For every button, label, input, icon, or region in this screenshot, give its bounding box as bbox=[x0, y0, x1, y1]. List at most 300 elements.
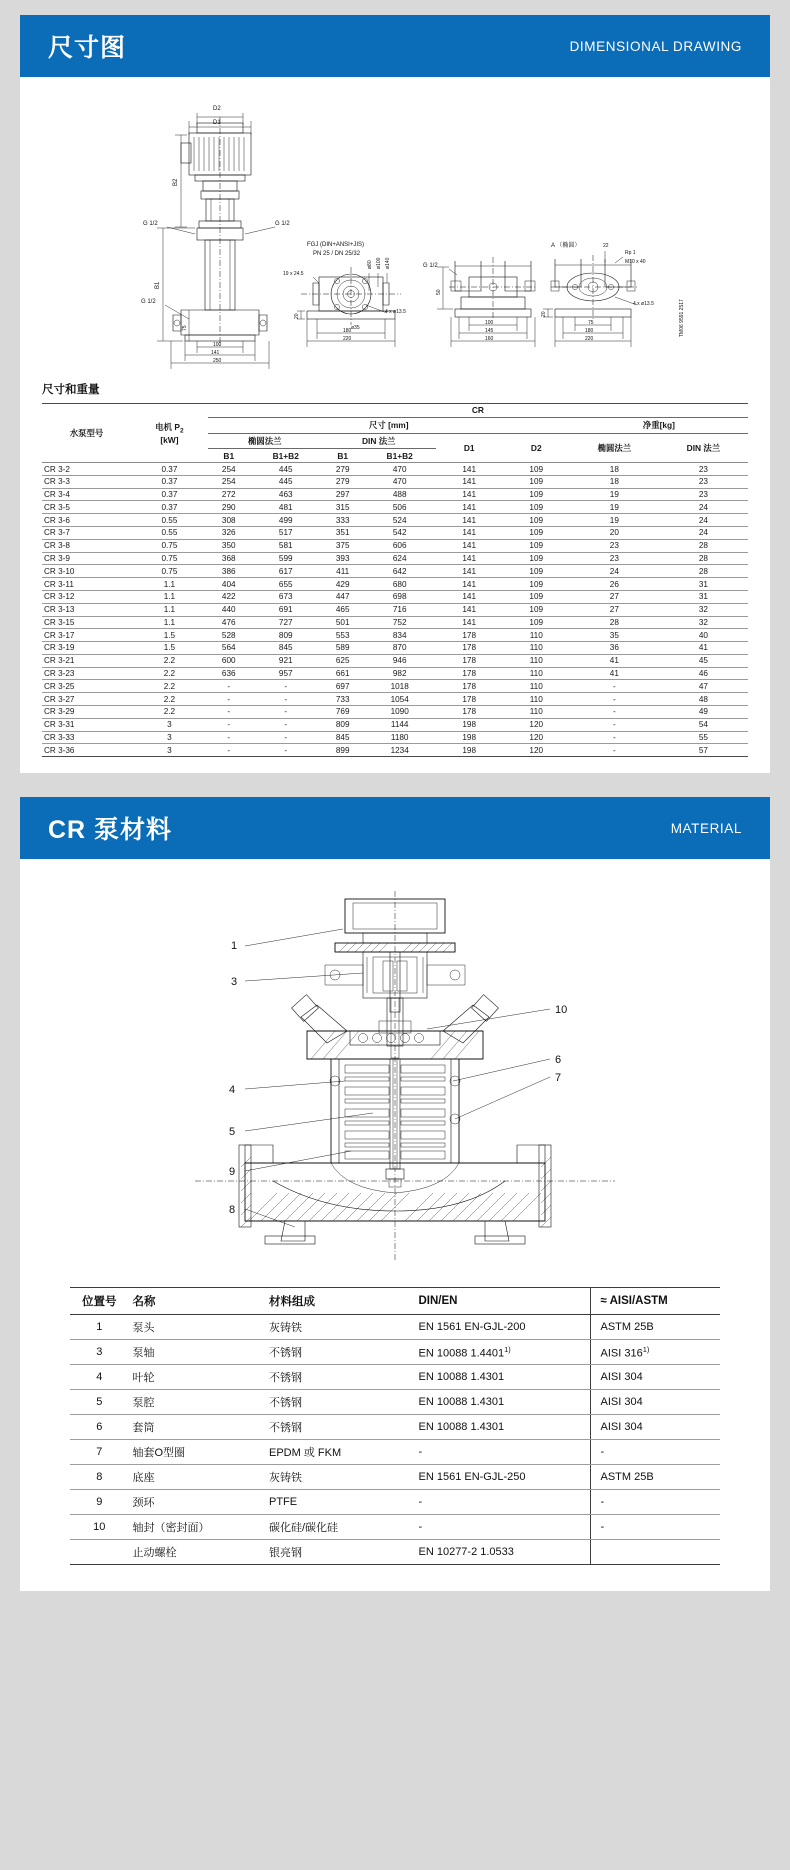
cell-pos: 7 bbox=[70, 1440, 129, 1465]
cell-d1: 141 bbox=[462, 553, 477, 563]
cell-d2: 110 bbox=[529, 669, 543, 679]
cell-power: 0.37 bbox=[161, 464, 178, 474]
col-b1-oval: B1 bbox=[223, 450, 235, 461]
cell-dinen: - bbox=[415, 1440, 591, 1465]
cell-pos: 4 bbox=[70, 1365, 129, 1390]
cell-power: 2.2 bbox=[163, 669, 176, 679]
cell-w_o: 26 bbox=[609, 579, 619, 589]
cell-b1b2_d: 1234 bbox=[390, 745, 409, 755]
cell-dinen: EN 10088 1.4401$^{1)}$ bbox=[415, 1340, 591, 1365]
cell-b1_o: 600 bbox=[221, 656, 236, 666]
cell-model: CR 3-29 bbox=[44, 707, 75, 717]
cell-power: 0.37 bbox=[161, 502, 178, 512]
cell-model: CR 3-17 bbox=[44, 630, 75, 640]
cell-d2: 120 bbox=[529, 745, 544, 755]
cell-b1_d: 447 bbox=[335, 592, 350, 602]
cell-d1: 141 bbox=[462, 592, 477, 602]
cell-pos: 5 bbox=[70, 1390, 129, 1415]
cell-d2: 109 bbox=[529, 592, 544, 602]
cell-aisi: - bbox=[590, 1490, 720, 1515]
cell-b1b2_o: 809 bbox=[278, 630, 293, 640]
label-g12-b: G 1/2 bbox=[275, 221, 290, 227]
col-weight-din: DIN 法兰 bbox=[686, 442, 721, 453]
table-row bbox=[42, 731, 748, 744]
cell-w_o: - bbox=[612, 681, 616, 691]
label-20a: 20 bbox=[294, 313, 300, 319]
cell-b1b2_d: 698 bbox=[392, 592, 407, 602]
cell-b1_o: 368 bbox=[221, 553, 236, 563]
callout-1: 1 bbox=[231, 940, 238, 953]
cell-w_o: 20 bbox=[609, 528, 619, 538]
cell-d2: 110 bbox=[529, 643, 543, 653]
cell-d1: 141 bbox=[462, 477, 477, 487]
cell-model: CR 3-33 bbox=[44, 732, 75, 742]
material-row bbox=[70, 1540, 720, 1565]
callout-5: 5 bbox=[229, 1126, 236, 1139]
cell-b1_o: 564 bbox=[221, 643, 236, 653]
col-b1-din: B1 bbox=[337, 450, 349, 461]
material-row bbox=[70, 1465, 720, 1490]
label-m10: M10 x 40 bbox=[625, 259, 646, 265]
cell-d1: 178 bbox=[462, 707, 477, 717]
callout-9: 9 bbox=[229, 1166, 236, 1179]
cell-d2: 110 bbox=[529, 694, 543, 704]
cell-b1_o: 440 bbox=[221, 605, 236, 615]
label-rp1: Rp 1 bbox=[625, 250, 636, 256]
table-row bbox=[42, 654, 748, 667]
cell-model: CR 3-8 bbox=[44, 541, 70, 551]
cell-b1b2_o: 445 bbox=[278, 464, 293, 474]
cell-b1b2_d: 1144 bbox=[390, 720, 409, 730]
cell-aisi bbox=[590, 1540, 720, 1565]
label-220b: 220 bbox=[585, 336, 594, 342]
cell-w_d: 47 bbox=[698, 681, 708, 691]
label-145: 145 bbox=[485, 328, 494, 334]
dimension-table-title: 尺寸和重量 bbox=[42, 384, 100, 396]
label-g12-c: G 1/2 bbox=[141, 299, 156, 305]
material-table bbox=[70, 1287, 720, 1565]
table-row bbox=[42, 565, 748, 578]
label-4x135-b: 4 x ø13.5 bbox=[633, 301, 654, 307]
cell-model: CR 3-7 bbox=[44, 528, 70, 538]
cell-d1: 178 bbox=[462, 643, 477, 653]
material-title-zh: CR 泵材料 bbox=[48, 816, 173, 845]
cell-w_d: 41 bbox=[698, 643, 708, 653]
cell-b1b2_o: - bbox=[284, 681, 288, 691]
cell-b1b2_d: 542 bbox=[392, 528, 407, 538]
cell-name: 套筒 bbox=[129, 1415, 266, 1440]
cell-material: 不锈钢 bbox=[265, 1390, 415, 1415]
footnote-marker: 1) bbox=[642, 1344, 650, 1354]
cell-d2: 109 bbox=[529, 605, 544, 615]
cell-name: 颈环 bbox=[129, 1490, 266, 1515]
callout-6: 6 bbox=[555, 1054, 562, 1067]
cell-aisi: ASTM 25B bbox=[590, 1465, 720, 1490]
cell-d2: 109 bbox=[529, 477, 544, 487]
label-180a: 180 bbox=[343, 328, 352, 334]
cell-material: 不锈钢 bbox=[265, 1415, 415, 1440]
col-material: 材料组成 bbox=[265, 1288, 415, 1315]
cell-d2: 110 bbox=[529, 656, 543, 666]
label-75b: 75 bbox=[588, 320, 594, 326]
cell-b1_o: - bbox=[227, 681, 231, 691]
label-141: 141 bbox=[211, 350, 220, 356]
cell-w_o: 18 bbox=[609, 477, 619, 487]
col-group-dimensions: 尺寸 [mm] bbox=[208, 417, 570, 433]
cell-b1_o: 326 bbox=[221, 528, 236, 538]
cell-d2: 110 bbox=[529, 630, 543, 640]
cell-w_d: 31 bbox=[698, 579, 708, 589]
label-dia100: ø100 bbox=[376, 257, 382, 269]
cell-w_o: - bbox=[612, 745, 616, 755]
cell-name: 轴封（密封面） bbox=[129, 1515, 266, 1540]
material-table-body bbox=[70, 1315, 720, 1565]
cell-b1_o: 404 bbox=[221, 579, 236, 589]
cell-w_o: 23 bbox=[609, 553, 619, 563]
label-100b: 100 bbox=[485, 320, 494, 326]
cell-b1_o: 254 bbox=[221, 464, 236, 474]
cell-w_d: 40 bbox=[698, 630, 708, 640]
cell-material: 不锈钢 bbox=[265, 1340, 415, 1365]
cell-b1_d: 553 bbox=[335, 630, 350, 640]
label-180b: 180 bbox=[585, 328, 594, 334]
label-oval-a: A （椭圆） bbox=[551, 243, 581, 249]
cell-pos bbox=[70, 1540, 129, 1565]
cell-b1_d: 769 bbox=[335, 707, 350, 717]
cell-w_d: 54 bbox=[698, 720, 708, 730]
cell-model: CR 3-5 bbox=[44, 502, 70, 512]
material-row bbox=[70, 1490, 720, 1515]
cell-power: 0.37 bbox=[161, 477, 178, 487]
section-header-dimensional bbox=[20, 15, 770, 77]
cell-b1b2_d: 680 bbox=[392, 579, 407, 589]
cell-b1b2_o: 517 bbox=[278, 528, 293, 538]
callout-4: 4 bbox=[229, 1084, 236, 1097]
cell-material: 银亮钢 bbox=[265, 1540, 415, 1565]
cell-dinen: - bbox=[415, 1515, 591, 1540]
cell-power: 1.1 bbox=[163, 617, 176, 627]
cell-w_d: 32 bbox=[698, 605, 708, 615]
cell-power: 3 bbox=[167, 745, 172, 755]
col-dinen: DIN/EN bbox=[415, 1288, 591, 1315]
section-title-zh: 尺寸图 bbox=[48, 34, 127, 62]
cell-d1: 141 bbox=[462, 617, 477, 627]
cell-d1: 141 bbox=[462, 490, 477, 500]
cell-w_o: 19 bbox=[609, 502, 619, 512]
cell-w_o: - bbox=[612, 720, 616, 730]
cell-b1_o: 528 bbox=[221, 630, 236, 640]
table-row bbox=[42, 680, 748, 693]
cell-b1b2_o: 617 bbox=[278, 566, 293, 576]
fgj-plan-view bbox=[283, 242, 406, 347]
table-row bbox=[42, 667, 748, 680]
cell-power: 0.75 bbox=[161, 541, 178, 551]
cell-material: 灰铸铁 bbox=[265, 1465, 415, 1490]
cell-model: CR 3-31 bbox=[44, 720, 75, 730]
label-250: 250 bbox=[213, 358, 222, 364]
cell-pos: 6 bbox=[70, 1415, 129, 1440]
cell-aisi: - bbox=[590, 1440, 720, 1465]
cell-w_d: 24 bbox=[698, 528, 708, 538]
label-19x245: 19 x 24.5 bbox=[283, 271, 304, 277]
cell-w_d: 24 bbox=[698, 515, 708, 525]
cell-power: 3 bbox=[167, 732, 172, 742]
cell-b1b2_o: 957 bbox=[278, 669, 293, 679]
cell-d2: 120 bbox=[529, 720, 544, 730]
material-row bbox=[70, 1390, 720, 1415]
cell-w_d: 24 bbox=[698, 502, 708, 512]
table-row bbox=[42, 501, 748, 514]
cell-b1_o: 386 bbox=[221, 566, 236, 576]
cell-power: 1.1 bbox=[163, 605, 176, 615]
cell-b1_o: 308 bbox=[221, 515, 236, 525]
cell-b1b2_d: 1090 bbox=[390, 707, 409, 717]
pump-dimension-svg bbox=[85, 91, 705, 371]
label-160: 160 bbox=[485, 336, 494, 342]
cell-b1_d: 899 bbox=[335, 745, 350, 755]
cell-model: CR 3-4 bbox=[44, 490, 70, 500]
col-weight-oval: 椭圆法兰 bbox=[597, 442, 632, 453]
table-row bbox=[42, 475, 748, 488]
cell-d1: 141 bbox=[462, 515, 477, 525]
cell-model: CR 3-10 bbox=[44, 566, 75, 576]
cell-b1b2_o: 599 bbox=[278, 553, 293, 563]
cell-d1: 141 bbox=[462, 502, 477, 512]
cell-w_o: 19 bbox=[609, 490, 619, 500]
cell-d1: 178 bbox=[462, 656, 477, 666]
cell-name: 泵腔 bbox=[129, 1390, 266, 1415]
cell-b1b2_o: 655 bbox=[278, 579, 293, 589]
col-d1: D1 bbox=[463, 442, 475, 453]
oval-flange-view bbox=[541, 241, 654, 347]
dimension-table-body bbox=[42, 463, 748, 757]
cell-material: 不锈钢 bbox=[265, 1365, 415, 1390]
material-row bbox=[70, 1365, 720, 1390]
cell-w_o: - bbox=[612, 707, 616, 717]
material-row bbox=[70, 1415, 720, 1440]
cell-w_d: 28 bbox=[698, 553, 708, 563]
col-d2: D2 bbox=[530, 442, 542, 453]
cell-pos: 9 bbox=[70, 1490, 129, 1515]
cell-b1_d: 411 bbox=[336, 566, 350, 576]
cell-dinen: - bbox=[415, 1490, 591, 1515]
label-dia140: ø140 bbox=[385, 257, 391, 269]
table-row bbox=[42, 463, 748, 476]
label-75a: 75 bbox=[182, 325, 188, 331]
cell-b1b2_d: 716 bbox=[392, 605, 407, 615]
col-name: 名称 bbox=[129, 1288, 266, 1315]
table-row bbox=[42, 603, 748, 616]
cell-b1_o: - bbox=[227, 707, 231, 717]
cell-d2: 110 bbox=[529, 681, 543, 691]
label-g12-d: G 1/2 bbox=[423, 263, 438, 269]
dimensional-drawing-panel bbox=[20, 15, 770, 773]
cell-w_o: - bbox=[612, 694, 616, 704]
cell-b1b2_d: 1054 bbox=[390, 694, 409, 704]
cell-w_o: 36 bbox=[609, 643, 619, 653]
col-group-weight: 净重[kg] bbox=[570, 417, 748, 433]
callout-10: 10 bbox=[555, 1004, 568, 1017]
cell-pos: 1 bbox=[70, 1315, 129, 1340]
col-b1b2-oval: B1+B2 bbox=[272, 450, 299, 461]
right-side-view bbox=[423, 257, 537, 347]
cell-d2: 109 bbox=[529, 490, 544, 500]
cell-d2: 109 bbox=[529, 553, 544, 563]
col-power: 电机 $P_2$ [kW] bbox=[131, 404, 208, 463]
label-4x135-a: 4 x ø13.5 bbox=[385, 309, 406, 315]
cell-b1_o: - bbox=[227, 720, 231, 730]
cell-b1_o: - bbox=[227, 694, 231, 704]
cell-power: 1.5 bbox=[163, 643, 176, 653]
cell-b1b2_o: 845 bbox=[278, 643, 293, 653]
cell-w_d: 48 bbox=[698, 694, 708, 704]
table-row bbox=[42, 616, 748, 629]
cell-model: CR 3-25 bbox=[44, 681, 75, 691]
section-title-en: DIMENSIONAL DRAWING bbox=[569, 38, 742, 54]
label-20b: 20 bbox=[541, 311, 547, 317]
table-row bbox=[42, 642, 748, 655]
cell-b1b2_o: 581 bbox=[278, 541, 293, 551]
cell-d1: 141 bbox=[462, 464, 477, 474]
cell-dinen: EN 10088 1.4301 bbox=[415, 1365, 591, 1390]
cell-model: CR 3-15 bbox=[44, 617, 75, 627]
cell-b1_d: 333 bbox=[335, 515, 350, 525]
cell-w_d: 45 bbox=[698, 656, 708, 666]
cell-b1b2_d: 488 bbox=[392, 490, 407, 500]
table-row bbox=[42, 552, 748, 565]
cell-b1b2_o: 691 bbox=[278, 605, 293, 615]
table-row bbox=[42, 705, 748, 718]
cell-w_d: 32 bbox=[698, 617, 708, 627]
cell-w_d: 46 bbox=[698, 669, 708, 679]
cell-d1: 198 bbox=[462, 732, 477, 742]
cell-b1b2_d: 642 bbox=[392, 566, 407, 576]
cell-w_d: 28 bbox=[698, 566, 708, 576]
callout-7: 7 bbox=[555, 1072, 562, 1085]
table-row bbox=[42, 693, 748, 706]
callout-3: 3 bbox=[231, 976, 238, 989]
cell-b1b2_o: - bbox=[284, 694, 288, 704]
cell-pos: 10 bbox=[70, 1515, 129, 1540]
cell-b1b2_d: 470 bbox=[392, 464, 407, 474]
label-d2: D2 bbox=[213, 106, 221, 112]
cell-b1_d: 589 bbox=[335, 643, 350, 653]
cell-b1b2_d: 624 bbox=[392, 553, 407, 563]
cell-dinen: EN 1561 EN-GJL-200 bbox=[415, 1315, 591, 1340]
cell-w_o: 27 bbox=[609, 605, 619, 615]
cell-b1b2_o: 673 bbox=[278, 592, 293, 602]
cell-name: 止动螺栓 bbox=[129, 1540, 266, 1565]
cell-b1_o: 476 bbox=[221, 617, 236, 627]
cell-d2: 109 bbox=[529, 541, 544, 551]
cell-model: CR 3-36 bbox=[44, 745, 75, 755]
cell-model: CR 3-23 bbox=[44, 669, 75, 679]
cell-d1: 178 bbox=[462, 669, 477, 679]
cell-b1b2_o: 481 bbox=[278, 502, 293, 512]
table-row bbox=[42, 527, 748, 540]
cell-d1: 141 bbox=[462, 566, 477, 576]
pump-cross-section-figure bbox=[20, 859, 770, 1287]
cell-aisi: - bbox=[590, 1515, 720, 1540]
col-position: 位置号 bbox=[70, 1288, 129, 1315]
cell-w_d: 49 bbox=[698, 707, 708, 717]
cell-b1_d: 501 bbox=[335, 617, 350, 627]
cell-b1_o: 290 bbox=[221, 502, 236, 512]
cell-b1b2_o: - bbox=[284, 745, 288, 755]
cell-name: 泵轴 bbox=[129, 1340, 266, 1365]
cell-name: 叶轮 bbox=[129, 1365, 266, 1390]
table-header-row-cr bbox=[42, 404, 748, 418]
cell-model: CR 3-21 bbox=[44, 656, 75, 666]
cell-w_d: 31 bbox=[698, 592, 708, 602]
label-fgj-2: PN 25 / DN 25/32 bbox=[313, 251, 361, 257]
cell-b1b2_d: 870 bbox=[392, 643, 407, 653]
cell-power: 0.75 bbox=[161, 553, 178, 563]
cell-d2: 109 bbox=[529, 528, 544, 538]
cell-w_o: 28 bbox=[609, 617, 619, 627]
cell-d1: 141 bbox=[462, 541, 477, 551]
cell-d2: 110 bbox=[529, 707, 543, 717]
cell-d2: 109 bbox=[529, 617, 544, 627]
cell-b1_d: 297 bbox=[335, 490, 350, 500]
cell-b1b2_d: 834 bbox=[392, 630, 407, 640]
cell-dinen: EN 1561 EN-GJL-250 bbox=[415, 1465, 591, 1490]
cell-w_d: 23 bbox=[698, 490, 708, 500]
cell-material: 灰铸铁 bbox=[265, 1315, 415, 1340]
cell-d2: 120 bbox=[529, 732, 544, 742]
cell-d1: 141 bbox=[462, 528, 477, 538]
cell-dinen: EN 10088 1.4301 bbox=[415, 1390, 591, 1415]
cell-w_o: 41 bbox=[609, 656, 619, 666]
cell-w_o: - bbox=[612, 732, 616, 742]
table-row bbox=[42, 629, 748, 642]
label-50: 50 bbox=[436, 289, 442, 295]
material-title-en: MATERIAL bbox=[670, 820, 742, 836]
cell-w_d: 57 bbox=[698, 745, 708, 755]
col-aisi: ≈ AISI/ASTM bbox=[590, 1288, 720, 1315]
cell-b1_d: 279 bbox=[335, 477, 350, 487]
cell-b1b2_d: 506 bbox=[392, 502, 407, 512]
cell-pos: 3 bbox=[70, 1340, 129, 1365]
cell-power: 2.2 bbox=[163, 694, 176, 704]
cell-b1b2_d: 1180 bbox=[390, 732, 409, 742]
label-b2: B2 bbox=[173, 178, 179, 186]
cell-b1_d: 661 bbox=[335, 669, 350, 679]
cell-d2: 109 bbox=[529, 464, 544, 474]
footnote-marker: 1) bbox=[504, 1344, 511, 1354]
cell-b1b2_d: 524 bbox=[392, 515, 407, 525]
cell-d2: 109 bbox=[529, 502, 544, 512]
cell-d2: 109 bbox=[529, 579, 544, 589]
cell-b1b2_d: 946 bbox=[392, 656, 407, 666]
dimensional-drawing-figure bbox=[20, 77, 770, 377]
cell-aisi: ASTM 25B bbox=[590, 1315, 720, 1340]
cell-aisi: AISI 304 bbox=[590, 1415, 720, 1440]
callout-8: 8 bbox=[229, 1204, 236, 1217]
cell-b1_d: 809 bbox=[335, 720, 350, 730]
cell-b1b2_o: 463 bbox=[278, 490, 293, 500]
cell-b1b2_o: 921 bbox=[278, 656, 293, 666]
cell-b1b2_o: 445 bbox=[278, 477, 293, 487]
cell-power: 2.2 bbox=[163, 681, 176, 691]
cell-model: CR 3-2 bbox=[44, 464, 70, 474]
label-b1: B1 bbox=[155, 281, 161, 289]
cell-dinen: EN 10277-2 1.0533 bbox=[415, 1540, 591, 1565]
cell-b1_d: 429 bbox=[335, 579, 350, 589]
cell-d1: 141 bbox=[462, 605, 477, 615]
col-b1b2-din: B1+B2 bbox=[386, 450, 413, 461]
cell-b1_o: 350 bbox=[221, 541, 236, 551]
